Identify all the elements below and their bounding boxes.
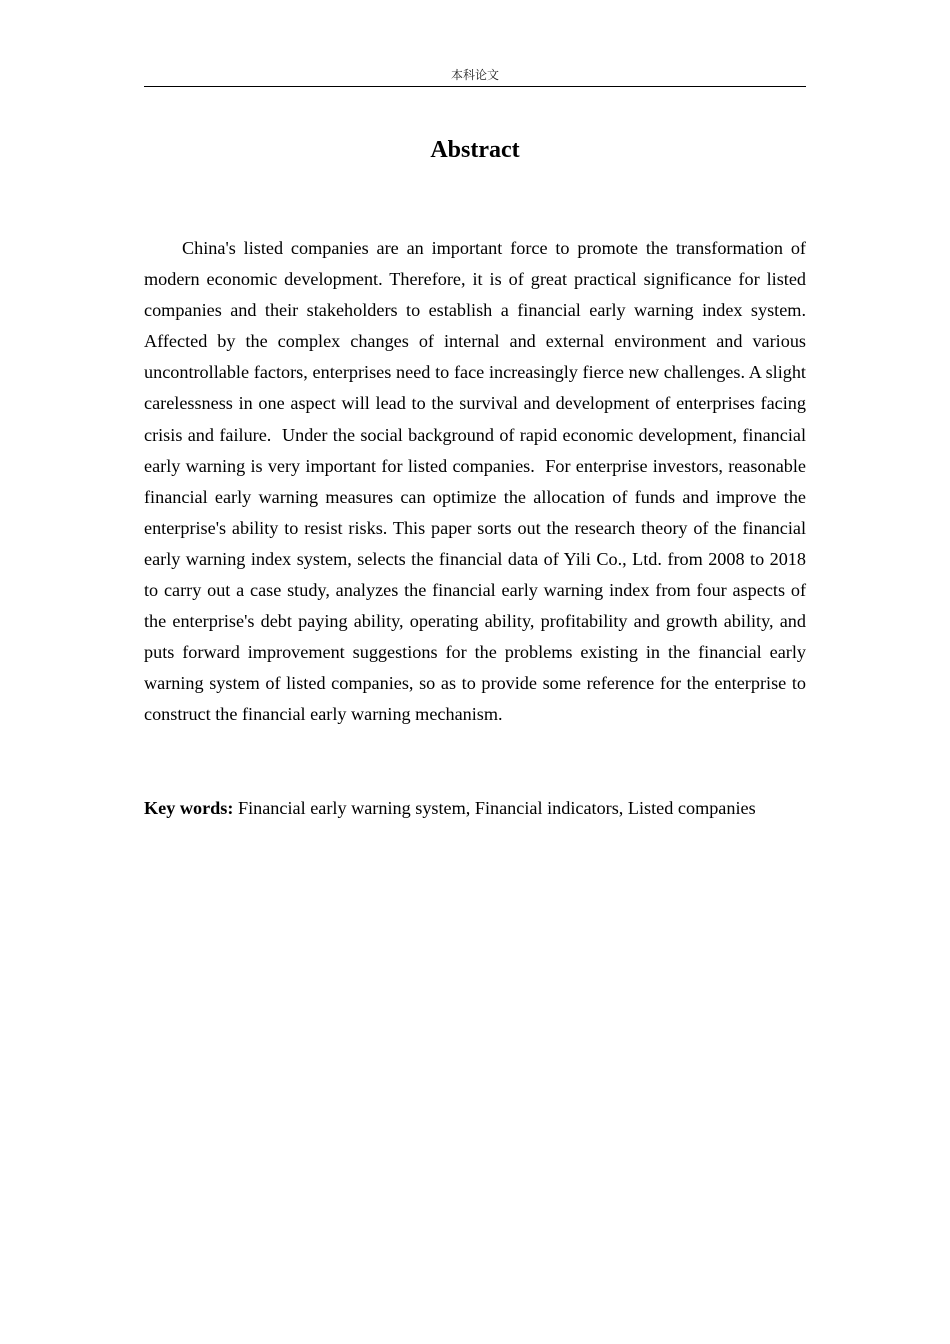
keywords-text: Financial early warning system, Financial indicators, Listed companies [233,798,756,818]
abstract-paragraph: China's listed companies are an important force to promote the transformation of modern economic development. Therefore, it is of great practical significance for listed companies and their stakeholders to establish a financial early warning index system. Affected by the complex changes of internal and external environment and various uncontrollable factors, enterprises need to face increasingly fierce new challenges. A slight carelessness in one aspect will lead to the survival and development of enterprises facing crisis and failure. Under the social background of rapid economic development, financial early warning is very important for listed companies. For enterprise investors, reasonable financial early warning measures can optimize the allocation of funds and improve the enterprise's ability to resist risks. This paper sorts out the research theory of the financial early warning index system, selects the financial data of Yili Co., Ltd. from 2008 to 2018 to carry out a case study, analyzes the financial early warning index from four aspects of the enterprise's debt paying ability, operating ability, profitability and growth ability, and puts forward improvement suggestions for the problems existing in the financial early warning system of listed companies, so as to provide some reference for the enterprise to construct the financial early warning mechanism. [144,238,816,725]
keywords-line [144,793,824,823]
running-header: 本科论文 [144,66,806,87]
abstract-title: Abstract [430,137,520,163]
keywords-label: Key words: [144,798,234,818]
